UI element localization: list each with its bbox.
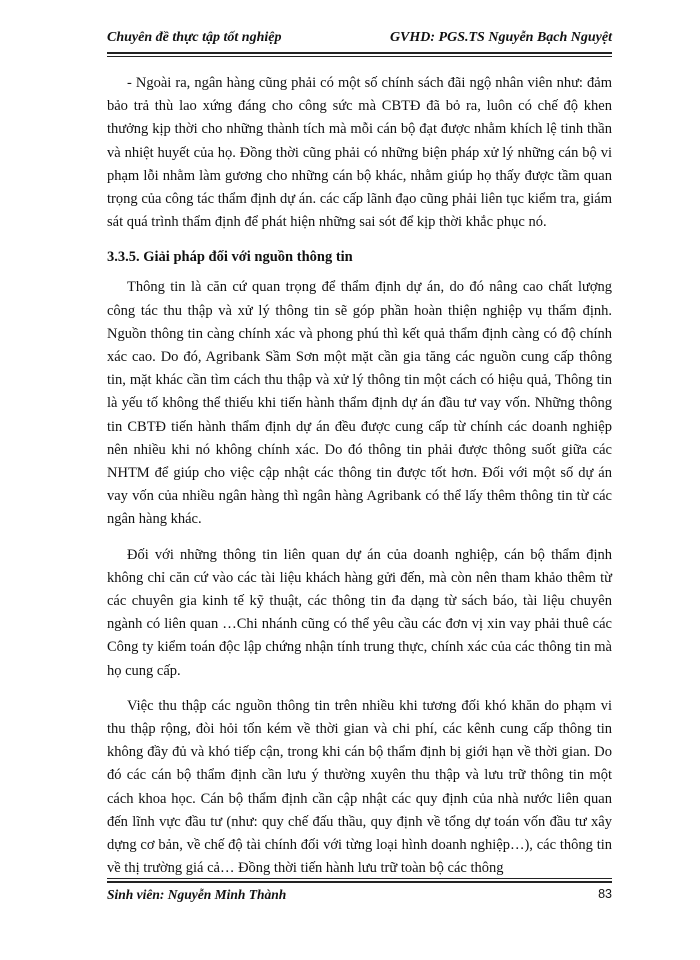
page-footer [107, 878, 612, 908]
header-title: Chuyên đề thực tập tốt nghiệp [107, 30, 282, 45]
paragraph-incentives: - Ngoài ra, ngân hàng cũng phải có một số chính sách đãi ngộ nhân viên như: đảm bảo trả thù lao xứng đáng cho công sức mà CBTĐ đã bỏ ra, luôn có chế độ khen thưởng kịp thời cho những thành tích mà mỗi cán bộ đạt được nhằm khích lệ tinh thần và nhiệt huyết của họ. Đồng thời cũng phải có những biện pháp xử lý những cán bộ vi phạm lỗi nhằm làm gương cho những cán bộ khác, nhằm giúp họ thấy được tầm quan trọng của công tác thẩm định dự án. các cấp lãnh đạo cũng phải liên tục kiểm tra, giám sát quá trình thẩm định để phát hiện những sai sót để kịp thời khắc phục nó. [107, 75, 612, 231]
paragraph-information-sources: Thông tin là căn cứ quan trọng để thẩm định dự án, do đó nâng cao chất lượng công tác thu thập và xử lý thông tin sẽ góp phần hoàn thiện nghiệp vụ thẩm định. Nguồn thông tin càng chính xác và phong phú thì kết quả thẩm định càng có độ chính xác cao. Do đó, Agribank Sầm Sơn một mặt cần gia tăng các nguồn cung cấp thông tin, mặt khác cần tìm cách thu thập và xử lý thông tin một cách có hiệu quả, Thông tin là yếu tố không thể thiếu khi tiến hành thẩm định dự án đầu tư vay vốn. Những thông tin CBTĐ tiến hành thẩm định dự án đều được cung cấp từ chính các doanh nghiệp nên nhiều khi nó không chính xác. Do đó thông tin phải được thông suốt giữa các NHTM để giúp cho việc cập nhật các thông tin được tốt hơn. Đối với một số dự án vay vốn của nhiều ngân hàng thì ngân hàng Agribank có thể lấy thêm thông tin từ các ngân hàng khác. [107, 279, 612, 528]
header-rule-thin [107, 56, 612, 57]
section-heading: 3.3.5. Giải pháp đối với nguồn thông tin [107, 249, 353, 266]
header-supervisor: GVHD: PGS.TS Nguyễn Bạch Nguyệt [389, 30, 612, 45]
paragraph-project-information: Đối với những thông tin liên quan dự án của doanh nghiệp, cán bộ thẩm định không chỉ căn cứ vào các tài liệu khách hàng gửi đến, mà còn nên tham khảo thêm từ các chuyên gia kinh tế kỹ thuật, các thông tin đa dạng từ sách báo, tài liệu chuyên ngành có liên quan …Chi nhánh cũng có thể yêu cầu các đơn vị xin vay phải thuê các Công ty kiểm toán độc lập chứng nhận tính trung thực, chính xác của các thông tin mà họ cung cấp. [107, 546, 612, 679]
header-rule-thick [107, 52, 612, 54]
footer-rule-thin [107, 878, 612, 879]
page-number: 83 [598, 887, 612, 901]
footer-rule-thick [107, 881, 612, 883]
paragraph-information-collection: Việc thu thập các nguồn thông tin trên nhiều khi tương đối khó khăn do phạm vi thu thập rộng, đòi hỏi tốn kém về thời gian và chi phí, các kênh cung cấp thông tin không đầy đủ và khó tiếp cận, trong khi cán bộ thẩm định bị giới hạn về thời gian. Do đó các cán bộ thẩm định cần lưu ý thường xuyên thu thập và lưu trữ thông tin một cách khoa học. Cán bộ thẩm định cần cập nhật các quy định của nhà nước liên quan đến lĩnh vực đầu tư (như: quy chế đấu thầu, quy định về tổng dự toán vốn đầu tư xây dựng cơ bản, về chế độ tài chính đối với từng loại hình doanh nghiệp…), các thông tin về thị trường giá cả… Đồng thời tiến hành lưu trữ toàn bộ các thông [107, 697, 612, 877]
document-body [107, 72, 612, 881]
footer-student-name: Sinh viên: Nguyễn Minh Thành [107, 887, 287, 902]
page-header [107, 22, 612, 52]
